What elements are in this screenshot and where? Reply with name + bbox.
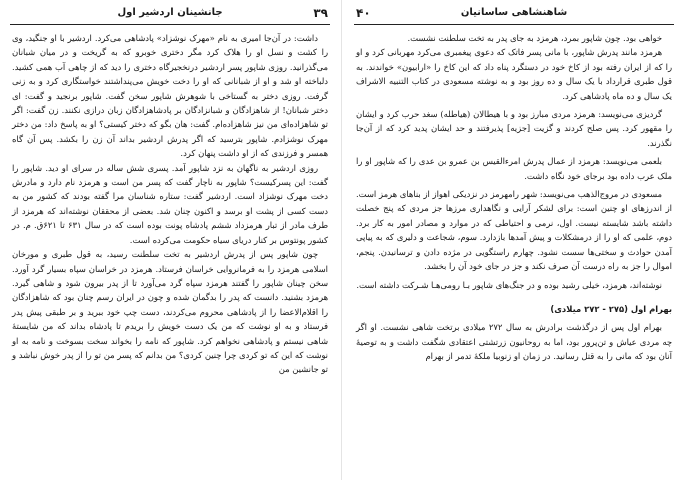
paragraph: بهرام اول پس از درگذشت برادرش به سال ۲۷۲ میلادی برتخت شاهی نشست. او اگر چه مردی عیاش و تن‌پرور بود، اما به روحانیون زرتشتی اعتقادی شگفت داشت و به توصیهٔ آنان بود که مانی را به قتل رسانید. در زمان او زنوبیا ملکهٔ تدمر از بهرام (356, 322, 672, 362)
section-heading: بهرام اول (۲۷۵ - ۲۷۲ میلادی) (550, 303, 672, 314)
paragraph: مسعودی در مروج‌الذهب می‌نویسد: شهر رامهرمز در نزدیکی اهواز از بناهای هرمز است. از اندرزهای او چنین است: برای لشکر آرایی و نگاهداری مرزها جز مردی که پنج خصلت داشته باشد شایسته نیست. اول، نرمی و احتیاطی که در موارد و مصادر امور به کار برد. دوم، علمی که او را از درمشکلات و پیش آمدها بازدارد. سوم، شجاعت و دلیری که به پیاپی آمدن حوادث و سختی‌ها سست نشود. چهارم راستگویی در مژده دادن و ترسانیدن. پنجم، اموال را جز به راه درست آن صرف نکند و جز در جای خود آن را بخشد. (356, 189, 672, 272)
right-page-body (354, 25, 674, 364)
left-page-body (10, 25, 330, 377)
paragraph: بلعمی می‌نویسد: هرمزد از عمال پدرش امرءالقیس بن عمرو بن عدی را که شاپور او را ملک عرب داده بود برجای خود نگاه داشت. (356, 156, 672, 181)
paragraph: روزی اردشیر به ناگهان به نزد شاپور آمد. پسری شش ساله در سرای او دید. شاپور را گفت: این پسرکیست؟ شاپور به ناچار گفت که پسر من است و هرمزد نام دارد و مادرش دخت مهرک نوشزاد است. اردشیر گفت: ستاره شناسان مرا گفته بودند که کشور من به دست کسی از پشت او برسد و اکنون چنان شد. بعضی از محققان نوشته‌اند که هرمزد از طرف مادر از تبار هرمزداد ششم پادشاه پونت بوده است که در سال ۶۳۱ تا ۶۲۱ق. م. در کشور پونتوس بر کنار دریای سیاه حکومت می‌کرده است. (12, 162, 328, 245)
paragraph: گردیزی می‌نویسد: هرمزد مردی مبارز بود و با هیطالان (هیاطله) سغد حرب کرد و ایشان را مقهور کرد. پس صلح کردند و گزیت [جزیه] پذیرفتند و حد ایشان پدید کرد که از آن‌جا نگذرند. (356, 109, 672, 148)
right-page-number: ۴۰ (356, 6, 371, 20)
left-running-title: جانشینان اردشیر اول (117, 7, 223, 18)
right-page-header (354, 4, 674, 25)
paragraph: خواهی بود. چون شاپور بمرد، هرمزد به جای پدر به تخت سلطنت نشست. (407, 33, 662, 43)
paragraph: هرمزد مانند پدرش شاپور، با مانی پسر فاتک که دعوی پیغمبری می‌کرد مهربانی کرد و او را که از ایران رفته بود از کاخ خود در دستگرد پناه داد که این کاخ را «ارابیون» خواندند. به قول طبری قرارداد با یک سال و ده روز بود و به نوشته مسعودی در کتاب التنبیه الاشراف یک سال و ده ماه پادشاهی کرد. (356, 47, 672, 101)
right-page (354, 0, 674, 480)
paragraph: داشت: در آن‌جا امیری به نام «مهرک نوشزاد» پادشاهی می‌کرد. اردشیر با او جنگید، وی را کشت و نسل او را هلاک کرد مگر دختری خوبرو که به گریخت و در میان شبانان می‌گذرانید. روزی شاپور پسر اردشیر درنخجیرگاه دختری را دید که از چاهی آب همی کشید. دلباخته او شد و او از شبانانی که او را دخت خویش می‌پنداشتند خواستگاری کرد و به زنی گرفت. روزی دختر به گستاخی با شوهرش شاپور سخن گفت. شاپور برنجید و گفت: ای دختر شبانان! از شاهزادگان و شبانزادگان بر پادشاهزادگان زبان درازی نکنند. زن گفت: اگر تو شاهزاده‌ای من نیز شاهزاده‌ام. گفت: هان بگو که دختر کیستی؟ او به پاسخ داد: من دختر مهرک نوشزادم. شاپور بترسید که اگر پدرش اردشیر بداند آن زن را بکشد. پس آن گاه همسر و فرزندی که از او داشت پنهان کرد. (12, 33, 328, 159)
left-page-header (10, 4, 330, 25)
paragraph: چون شاپور پس از پدرش اردشیر به تخت سلطنت رسید، به قول طبری و مورخان اسلامی هرمزد را به فرمانروایی خراسان فرستاد. هرمزد در خراسان سپاه بسیار گرد آورد. سخن چینان شاپور را گفتند هرمزد سپاه گرد می‌آورد تا از پدر بیرون شود و شاهی گیرد. هرمزد بشنید. دانست که پدر را بدگمان شده و چون در ایران رسم چنان بود که شاهزادگان را اقلام‌الاعضا را از پادشاهی محروم می‌کردند، دست چپ خود ببرید و بر طبقی پیش پدر فرستاد و به او نوشت که من یک دست خویش را بریدم تا پادشاه بداند که من شایستهٔ شاهی نیستم و پادشاهی نخواهم کرد. شاپور که نامه را بخواند سخت بسوخت و نامه به او نوشت که این که تو کردی چرا چنین کردی؟ من بدانم که پسر من تو را از پدر خوش نباشد و تو جانشین من (12, 249, 328, 375)
left-page-number: ۳۹ (313, 6, 328, 20)
right-running-title: شاهنشاهی ساسانیان (460, 7, 568, 18)
left-page (10, 0, 330, 480)
paragraph: نوشته‌اند، هرمزد، خیلی رشید بوده و در جنگ‌های شاپور بـا رومی‌هـا شـرکت داشته است. (356, 279, 662, 290)
page-gutter (341, 0, 342, 480)
